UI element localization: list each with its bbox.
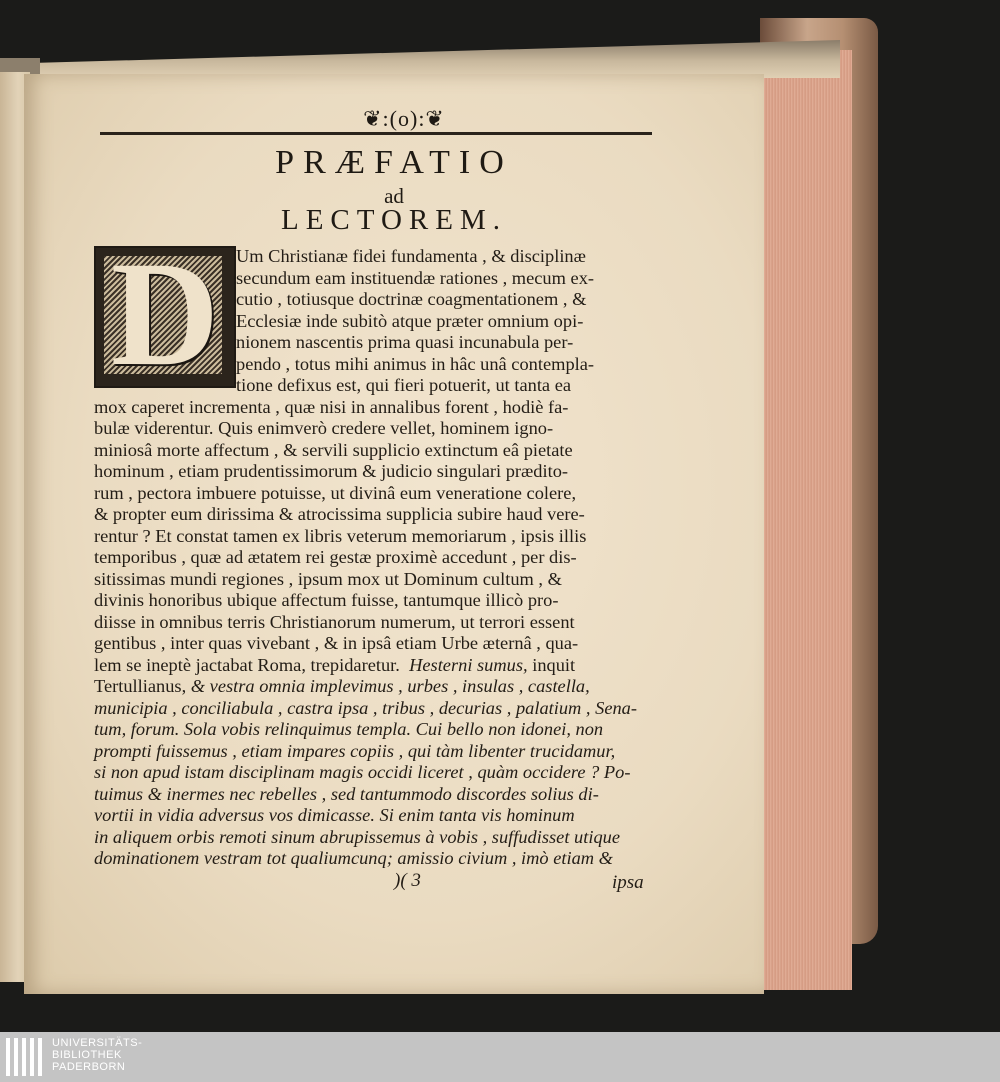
- text-line: tione defixus est, qui fieri potuerit, ut tanta ea: [236, 375, 572, 395]
- quote-line: in aliquem orbis remoti sinum abrupissemus à vobis , suffudisset utique: [94, 826, 621, 847]
- text-line: Ecclesiæ inde subitò atque præter omnium opi-: [236, 310, 584, 331]
- library-name-line: UNIVERSITÄTS-: [52, 1037, 143, 1049]
- page-edges: [752, 50, 852, 990]
- catchword: ipsa: [612, 872, 644, 893]
- text-line: pendo , totus mihi animus in hâc unâ contempla-: [236, 353, 595, 374]
- text-line: rum , pectora imbuere potuisse, ut divinâ eum veneratione colere,: [94, 482, 577, 503]
- text-line: & propter eum dirissima & atrocissima supplicia subire haud vere-: [94, 504, 585, 524]
- page-title: PRÆFATIO: [275, 144, 513, 181]
- quote-line: & vestra omnia implevimus , urbes , insulas , castella,: [190, 676, 590, 696]
- library-footer: [0, 1032, 1000, 1082]
- quote-line: vortii in vidia adversus vos dimicasse. Si enim tanta vis hominum: [94, 805, 575, 825]
- text-fragment: lem se ineptè jactabat Roma, trepidaretur.: [94, 654, 400, 675]
- signature-mark: )( 3: [394, 870, 421, 891]
- title-lectorem: LECTOREM.: [281, 204, 507, 236]
- title-ad: ad: [384, 184, 404, 208]
- text-line: miniosâ morte affectum , & servili supplicio extinctum eâ pietate: [94, 439, 573, 460]
- quote-start: Hesterni sumus,: [409, 654, 528, 675]
- quote-line: tum, forum. Sola vobis relinquimus templa. Cui bello non idonei, non: [94, 719, 604, 739]
- top-page-edges: [40, 40, 840, 78]
- quote-line: municipia , conciliabula , castra ipsa , tribus , decurias , palatium , Sena-: [94, 697, 637, 718]
- text-line: bulæ viderentur. Quis enimverò credere vellet, hominem igno-: [94, 418, 554, 438]
- text-line: gentibus , inter quas vivebant , & in ipsâ etiam Urbe æternâ , qua-: [94, 633, 579, 653]
- header-ornament: ❦:(o):❦: [363, 106, 445, 131]
- text-line: nionem nascentis prima quasi incunabula per-: [236, 332, 574, 352]
- text-line: divinis honoribus ubique affectum fuisse, tantumque illicò pro-: [94, 590, 559, 610]
- library-name-line: PADERBORN: [52, 1061, 126, 1073]
- header-rule: [100, 132, 652, 135]
- quote-line: si non apud istam disciplinam magis occidi liceret , quàm occidere ? Po-: [94, 762, 631, 782]
- text-line: sitissimas mundi regiones , ipsum mox ut Dominum cultum , &: [94, 568, 562, 589]
- text-line: [94, 676, 654, 698]
- text-line: secundum eam instituendæ rationes , mecum ex-: [236, 267, 595, 288]
- quote-line: prompti fuissemus , etiam impares copiis , qui tàm libenter trucidamur,: [94, 740, 616, 761]
- text-line: Um Christianæ fidei fundamenta , & disciplinæ: [236, 246, 586, 266]
- library-name-line: BIBLIOTHEK: [52, 1049, 122, 1061]
- text-fragment: inquit: [527, 654, 576, 675]
- initial-letter: D: [110, 231, 220, 397]
- text-line: temporibus , quæ ad ætatem rei gestæ proximè accedunt , per dis-: [94, 547, 577, 567]
- quote-line: tuimus & inermes nec rebelles , sed tantummodo discordes solius di-: [94, 783, 599, 804]
- text-fragment: Tertullianus,: [94, 676, 191, 696]
- quote-line: dominationem vestram tot qualiumcunq; amissio civium , imò etiam &: [94, 848, 613, 868]
- library-name: [52, 1037, 142, 1073]
- text-line: [94, 655, 654, 677]
- text-line: mox caperet incrementa , quæ nisi in annalibus forent , hodiè fa-: [94, 396, 569, 417]
- body-text: [94, 246, 654, 870]
- library-logo-icon: [0, 1032, 46, 1082]
- text-line: rentur ? Et constat tamen ex libris veterum memoriarum , ipsis illis: [94, 525, 587, 546]
- text-line: diisse in omnibus terris Christianorum numerum, ut terrori essent: [94, 611, 575, 632]
- text-line: hominum , etiam prudentissimorum & judicio singulari prædito-: [94, 461, 569, 481]
- text-line: cutio , totiusque doctrinæ coagmentationem , &: [236, 289, 587, 309]
- book-page: [24, 74, 764, 994]
